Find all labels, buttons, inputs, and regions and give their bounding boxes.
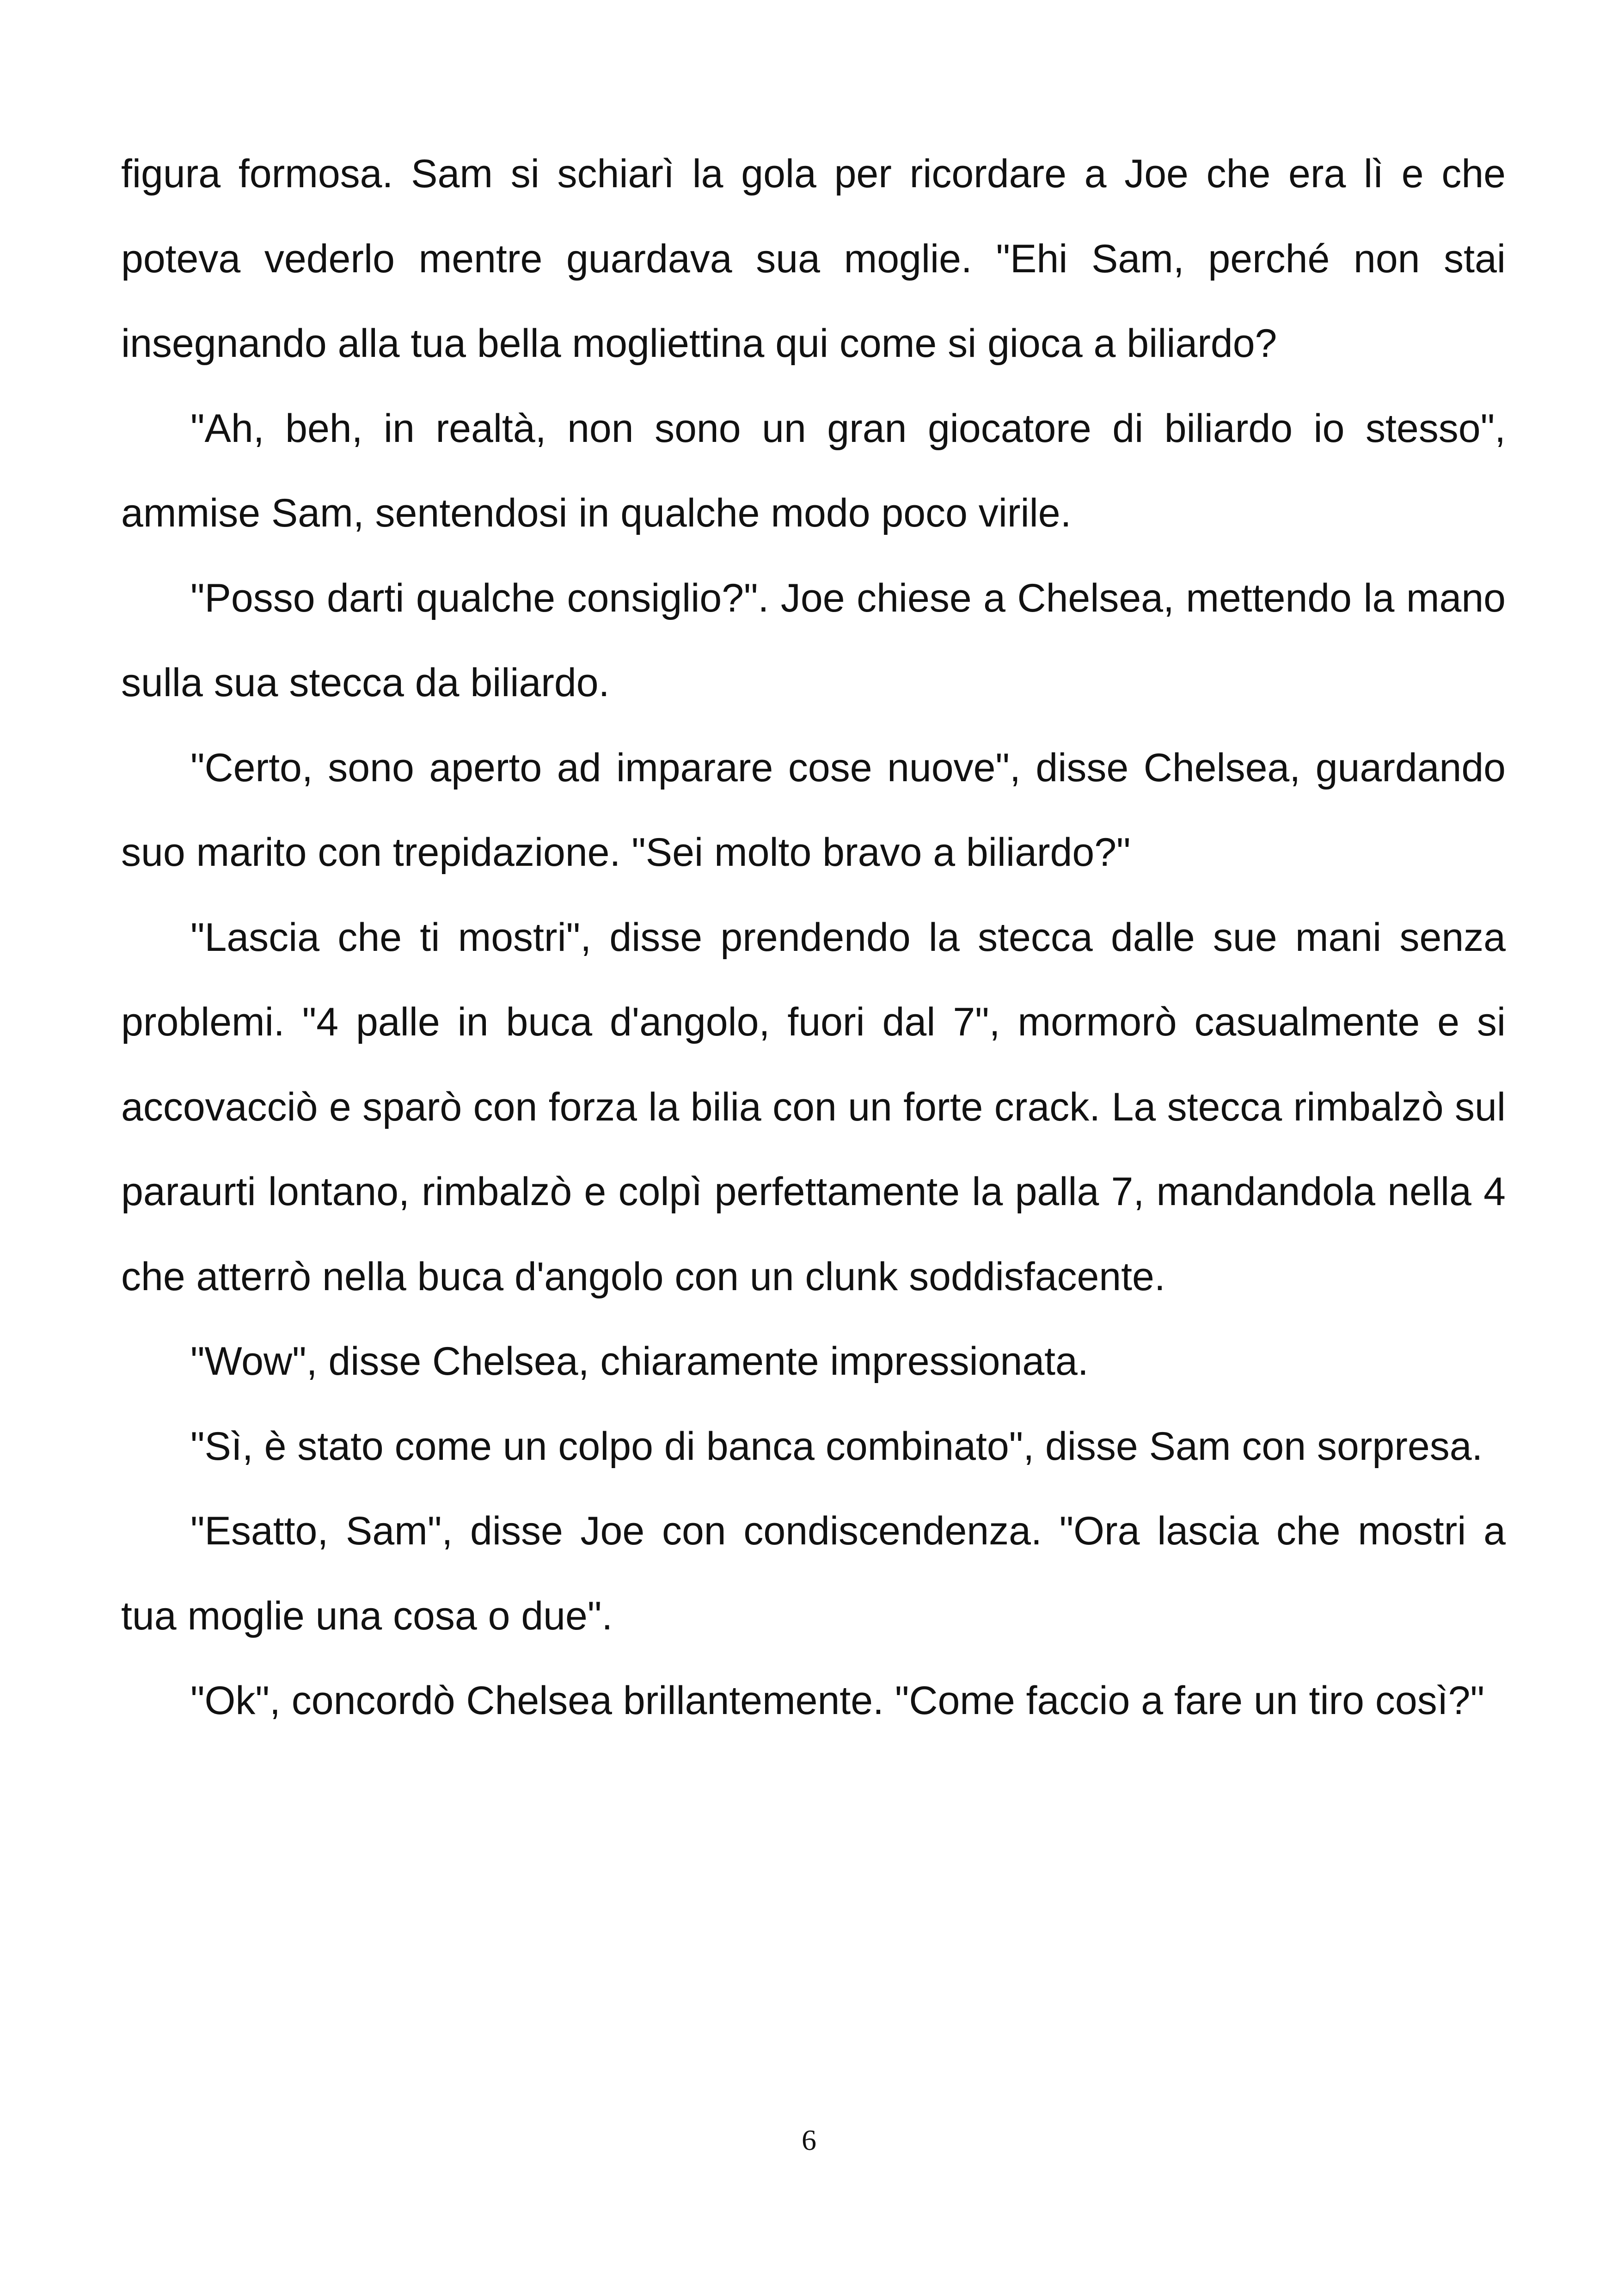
body-text bbox=[121, 132, 1506, 1744]
page-number: 6 bbox=[802, 2124, 816, 2156]
paragraph: "Lascia che ti mostri", disse prendendo la stecca dalle sue mani senza problemi. "4 palle in buca d'angolo, fuori dal 7", mormorò casualmente e si accovacciò e sparò con forza la bilia con un forte crack. La stecca rimbalzò sul paraurti lontano, rimbalzò e colpì perfettamente la palla 7, mandandola nella 4 che atterrò nella buca d'angolo con un clunk soddisfacente. bbox=[121, 915, 1506, 1299]
paragraph: "Certo, sono aperto ad imparare cose nuove", disse Chelsea, guardando suo marito con trepidazione. "Sei molto bravo a biliardo?" bbox=[121, 745, 1506, 875]
paragraph-continuation: figura formosa. Sam si schiarì la gola per ricordare a Joe che era lì e che poteva vederlo mentre guardava sua moglie. "Ehi Sam, perché non stai insegnando alla tua bella mogliettina qui come si gioca a biliardo? bbox=[121, 152, 1506, 366]
paragraph: "Posso darti qualche consiglio?". Joe chiese a Chelsea, mettendo la mano sulla sua stecca da biliardo. bbox=[121, 576, 1506, 705]
paragraph: "Ah, beh, in realtà, non sono un gran giocatore di biliardo io stesso", ammise Sam, sentendosi in qualche modo poco virile. bbox=[121, 406, 1506, 535]
paragraph: "Esatto, Sam", disse Joe con condiscendenza. "Ora lascia che mostri a tua moglie una cosa o due". bbox=[121, 1509, 1506, 1638]
paragraph: "Sì, è stato come un colpo di banca combinato", disse Sam con sorpresa. bbox=[190, 1424, 1483, 1469]
paragraph: "Wow", disse Chelsea, chiaramente impressionata. bbox=[190, 1339, 1089, 1384]
paragraph: "Ok", concordò Chelsea brillantemente. "Come faccio a fare un tiro così?" bbox=[190, 1678, 1484, 1723]
